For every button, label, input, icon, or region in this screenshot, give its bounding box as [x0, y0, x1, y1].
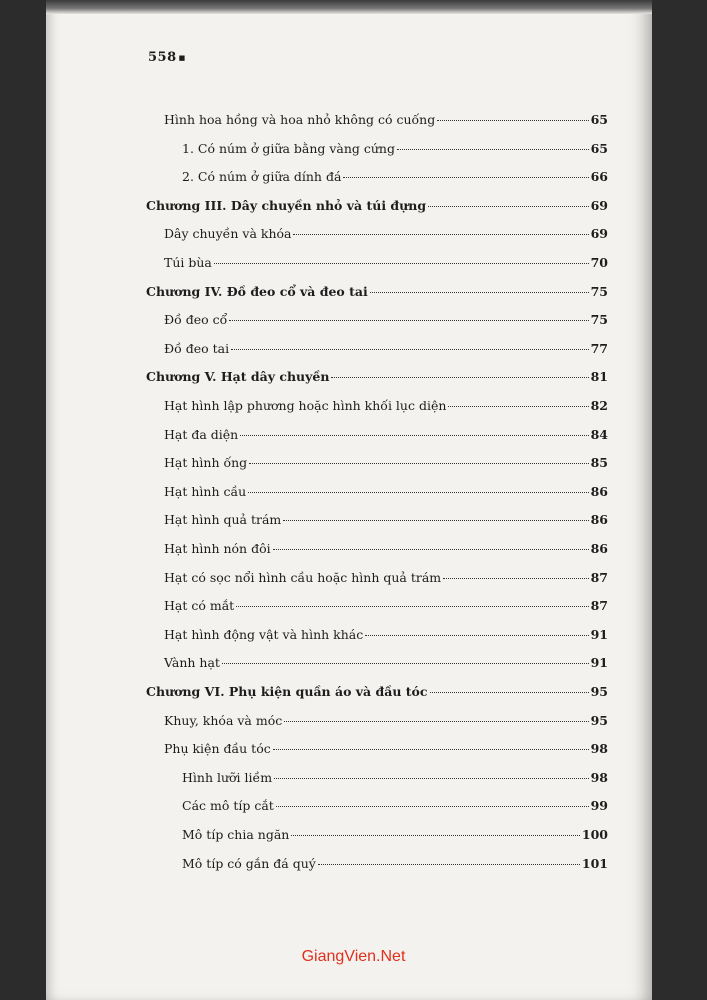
toc-entry-row: [182, 770, 608, 785]
toc-dot-leader: [370, 292, 589, 293]
toc-page-number: 95: [590, 684, 608, 699]
toc-entry-title: Vành hạt: [164, 655, 220, 671]
toc-page-number: 65: [590, 112, 608, 127]
toc-dot-leader: [273, 749, 589, 750]
toc-page-number: 91: [590, 626, 608, 642]
toc-page-number: 86: [590, 483, 608, 499]
toc-entry-title: Hạt hình quả trám: [164, 512, 282, 528]
toc-entry-title: 2. Có núm ở giữa dính đá: [182, 169, 342, 185]
toc-dot-leader: [248, 492, 588, 493]
toc-chapter-row: [146, 684, 608, 699]
toc-dot-leader: [240, 435, 588, 436]
toc-entry-row: [164, 570, 608, 585]
toc-dot-leader: [291, 835, 580, 836]
toc-dot-leader: [229, 320, 588, 321]
toc-dot-leader: [397, 149, 589, 150]
toc-dot-leader: [274, 778, 589, 779]
toc-entry-row: [164, 598, 608, 613]
toc-entry-row: [164, 512, 608, 527]
toc-entry-row: [182, 141, 608, 156]
toc-entry-title: Hạt đa diện: [164, 426, 239, 442]
toc-entry-title: Mô típ có gắn đá quý: [182, 855, 316, 871]
toc-entry-title: Hạt có mắt: [164, 598, 235, 614]
toc-entry-row: [164, 427, 608, 442]
toc-page-number: 75: [590, 283, 608, 299]
toc-entry-row: [164, 255, 608, 270]
toc-dot-leader: [231, 349, 589, 350]
toc-entry-row: [164, 341, 608, 356]
toc-dot-leader: [214, 263, 589, 264]
toc-page-number: 77: [590, 340, 608, 356]
toc-dot-leader: [236, 606, 588, 607]
toc-dot-leader: [343, 177, 588, 178]
toc-dot-leader: [437, 120, 588, 121]
toc-entry-title: 1. Có núm ở giữa bằng vàng cứng: [182, 140, 395, 156]
toc-entry-row: [164, 541, 608, 556]
toc-entry-title: Đồ đeo tai: [164, 340, 230, 356]
toc-chapter-title: Chương IV. Đồ đeo cổ và đeo tai: [146, 283, 368, 299]
toc-entry-title: Hạt hình ống: [164, 455, 248, 471]
toc-entry-row: [164, 741, 608, 756]
toc-entry-title: Dây chuyền và khóa: [164, 226, 292, 242]
toc-page-number: 84: [590, 426, 608, 442]
toc-entry-title: Phụ kiện đầu tóc: [164, 741, 271, 757]
toc-chapter-row: [146, 198, 608, 213]
toc-chapter-title: Chương VI. Phụ kiện quần áo và đầu tóc: [146, 684, 428, 699]
toc-entry-row: [164, 312, 608, 327]
table-of-contents: [46, 0, 652, 1000]
toc-entry-row: [182, 798, 608, 813]
toc-entry-title: Hạt hình nón đôi: [164, 541, 271, 556]
toc-entry-row: [182, 856, 608, 871]
watermark-text: GiangVien.Net: [301, 948, 406, 965]
toc-dot-leader: [284, 721, 588, 722]
toc-dot-leader: [318, 864, 580, 865]
toc-entry-row: [164, 627, 608, 642]
book-page: [46, 0, 652, 1000]
page-number-mark: ■: [178, 53, 186, 62]
toc-entry-row: [164, 398, 608, 413]
page-number-value: 558: [148, 50, 177, 65]
toc-dot-leader: [448, 406, 588, 407]
toc-page-number: 81: [590, 369, 608, 385]
toc-entry-title: Túi bùa: [164, 255, 212, 270]
toc-dot-leader: [293, 234, 588, 235]
toc-page-number: 87: [590, 569, 608, 585]
toc-entry-title: Hạt hình cầu: [164, 483, 247, 499]
toc-page-number: 101: [581, 855, 608, 871]
toc-dot-leader: [273, 549, 589, 550]
toc-entry-row: [164, 713, 608, 728]
toc-chapter-row: [146, 369, 608, 384]
toc-entry-row: [182, 169, 608, 184]
toc-page-number: 100: [581, 827, 608, 842]
toc-dot-leader: [331, 377, 588, 378]
toc-entry-row: [164, 455, 608, 470]
toc-page-number: 66: [590, 169, 608, 185]
toc-page-number: 91: [590, 655, 608, 671]
toc-dot-leader: [283, 520, 588, 521]
toc-page-number: 75: [590, 312, 608, 328]
toc-page-number: 65: [590, 140, 608, 156]
toc-entry-row: [164, 112, 608, 127]
toc-page-number: 70: [590, 255, 608, 270]
toc-entry-title: Hạt hình động vật và hình khác: [164, 626, 364, 642]
toc-page-number: 85: [590, 455, 608, 471]
toc-chapter-row: [146, 284, 608, 299]
toc-chapter-title: Chương V. Hạt dây chuyền: [146, 369, 330, 385]
toc-dot-leader: [430, 692, 589, 693]
toc-entry-title: Mô típ chia ngăn: [182, 827, 290, 842]
toc-page-number: 86: [590, 541, 608, 556]
toc-entry-title: Khuy, khóa và móc: [164, 712, 283, 728]
toc-dot-leader: [443, 578, 588, 579]
toc-entry-row: [164, 484, 608, 499]
toc-page-number: 99: [590, 798, 608, 814]
toc-entry-row: [164, 226, 608, 241]
toc-entry-title: Các mô típ cắt: [182, 798, 274, 814]
toc-page-number: 82: [590, 398, 608, 413]
toc-dot-leader: [249, 463, 588, 464]
toc-entry-row: [164, 655, 608, 670]
toc-entry-title: Đồ đeo cổ: [164, 312, 228, 328]
toc-page-number: 98: [590, 769, 608, 785]
toc-dot-leader: [222, 663, 589, 664]
toc-page-number: 95: [590, 712, 608, 728]
toc-entry-title: Hạt hình lập phương hoặc hình khối lục diện: [164, 398, 447, 413]
toc-page-number: 87: [590, 598, 608, 614]
toc-page-number: 86: [590, 512, 608, 528]
toc-entry-title: Hình hoa hồng và hoa nhỏ không có cuống: [164, 112, 436, 127]
toc-chapter-title: Chương III. Dây chuyền nhỏ và túi đựng: [146, 197, 427, 213]
toc-page-number: 98: [590, 741, 608, 757]
toc-dot-leader: [428, 206, 589, 207]
toc-dot-leader: [365, 635, 588, 636]
toc-page-number: 69: [590, 197, 608, 213]
toc-entry-row: [182, 827, 608, 842]
toc-page-number: 69: [590, 226, 608, 242]
toc-entry-title: Hình lưỡi liềm: [182, 769, 273, 785]
toc-entry-title: Hạt có sọc nổi hình cầu hoặc hình quả trám: [164, 569, 442, 585]
toc-dot-leader: [276, 806, 589, 807]
